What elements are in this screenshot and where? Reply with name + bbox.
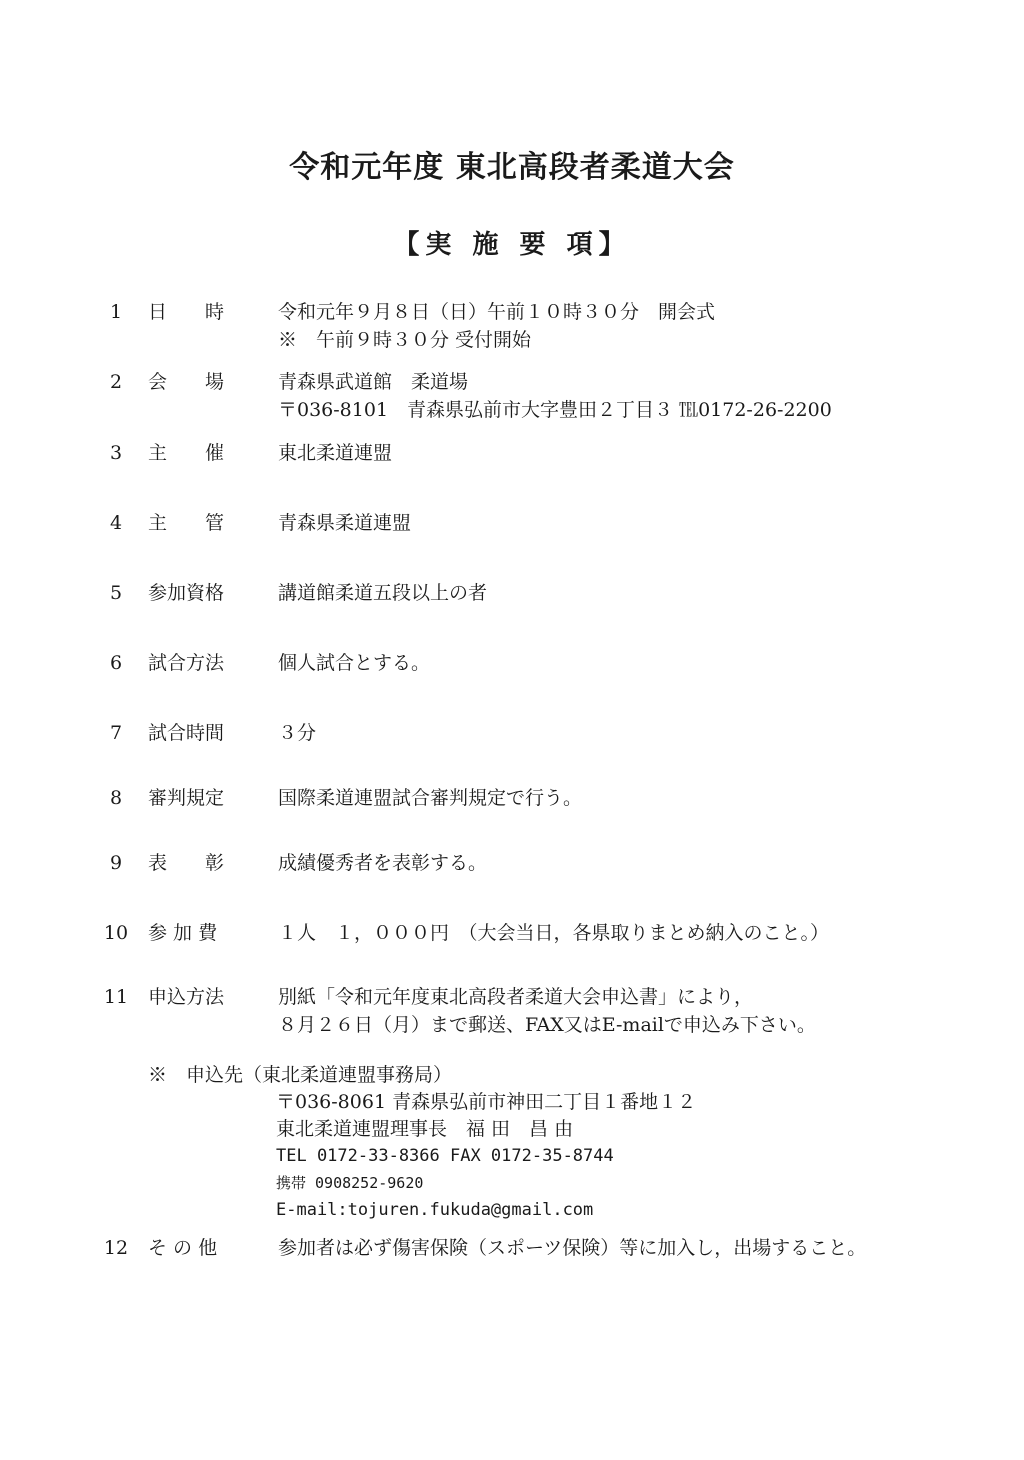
item-number: 8: [109, 787, 123, 809]
item-value: [278, 849, 978, 877]
item-value-line: ８月２６日（月）まで郵送、FAX又はE-mailで申込み下さい。: [278, 1014, 816, 1036]
item-value: [278, 368, 978, 424]
item-number: 7: [109, 722, 123, 744]
item-value: [278, 509, 978, 537]
item-value-line: 参加者は必ず傷害保険（スポーツ保険）等に加入し，出場すること。: [278, 1237, 867, 1259]
item-number: 9: [109, 852, 123, 874]
item-value-line: 成績優秀者を表彰する。: [278, 852, 488, 874]
item-number: 11: [103, 986, 129, 1008]
item-value-line: 青森県柔道連盟: [278, 512, 412, 534]
item-value: [278, 919, 978, 947]
item-number: 10: [103, 922, 129, 944]
item-label: 参 加 費: [148, 922, 218, 944]
item-number: 6: [109, 652, 123, 674]
item-label: 試合方法: [148, 652, 225, 674]
item-value-line: １人 １，０００円 （大会当日，各県取りまとめ納入のこと。）: [278, 922, 830, 944]
item-value-line: 国際柔道連盟試合審判規定で行う。: [278, 787, 583, 809]
page-title: 令和元年度 東北高段者柔道大会: [289, 150, 735, 185]
item-value-line: 個人試合とする。: [278, 652, 431, 674]
item-value: [278, 298, 978, 354]
item-label: そ の 他: [148, 1237, 218, 1259]
item-label: 試合時間: [148, 722, 225, 744]
contact-address: 〒036-8061 青森県弘前市神田二丁目１番地１２: [276, 1091, 697, 1113]
item-number: 3: [109, 442, 123, 464]
item-number: 2: [109, 371, 123, 393]
item-value-line: ３分: [278, 722, 317, 744]
item-label: 主 催: [148, 442, 225, 464]
contact-email: E-mail:tojuren.fukuda@gmail.com: [276, 1200, 594, 1220]
item-value-line: ※ 午前９時３０分 受付開始: [278, 329, 532, 351]
item-value: [278, 579, 978, 607]
item-value-line: 〒036-8101 青森県弘前市大字豊田２丁目３ ℡0172-26-2200: [278, 399, 832, 421]
item-label: 表 彰: [148, 852, 225, 874]
item-value-line: 別紙「令和元年度東北高段者柔道大会申込書」により，: [278, 986, 754, 1008]
item-label: 日 時: [148, 301, 225, 323]
item-value-line: 講道館柔道五段以上の者: [278, 582, 488, 604]
item-value: [278, 649, 978, 677]
item-value: [278, 1234, 978, 1262]
item-number: 4: [109, 512, 123, 534]
item-value: [278, 439, 978, 467]
item-number: 12: [103, 1237, 129, 1259]
item-value-line: 東北柔道連盟: [278, 442, 393, 464]
contact-heading: ※ 申込先（東北柔道連盟事務局）: [148, 1064, 453, 1086]
contact-mobile: 携帯 0908252-9620: [276, 1174, 424, 1192]
page-subtitle: 【実 施 要 項】: [393, 230, 631, 260]
item-number: 1: [109, 301, 123, 323]
item-value-line: 令和元年９月８日（日）午前１０時３０分 開会式: [278, 301, 716, 323]
item-value: [278, 719, 978, 747]
item-label: 申込方法: [148, 986, 225, 1008]
item-label: 参加資格: [148, 582, 225, 604]
item-value-line: 青森県武道館 柔道場: [278, 371, 469, 393]
item-label: 主 管: [148, 512, 225, 534]
item-value: [278, 983, 978, 1039]
application-contact: [148, 1062, 696, 1224]
item-label: 会 場: [148, 371, 225, 393]
item-value: [278, 784, 978, 812]
contact-person: 東北柔道連盟理事長 福 田 昌 由: [276, 1118, 574, 1140]
item-number: 5: [109, 582, 123, 604]
contact-tel-fax: TEL 0172-33-8366 FAX 0172-35-8744: [276, 1146, 614, 1166]
item-label: 審判規定: [148, 787, 225, 809]
